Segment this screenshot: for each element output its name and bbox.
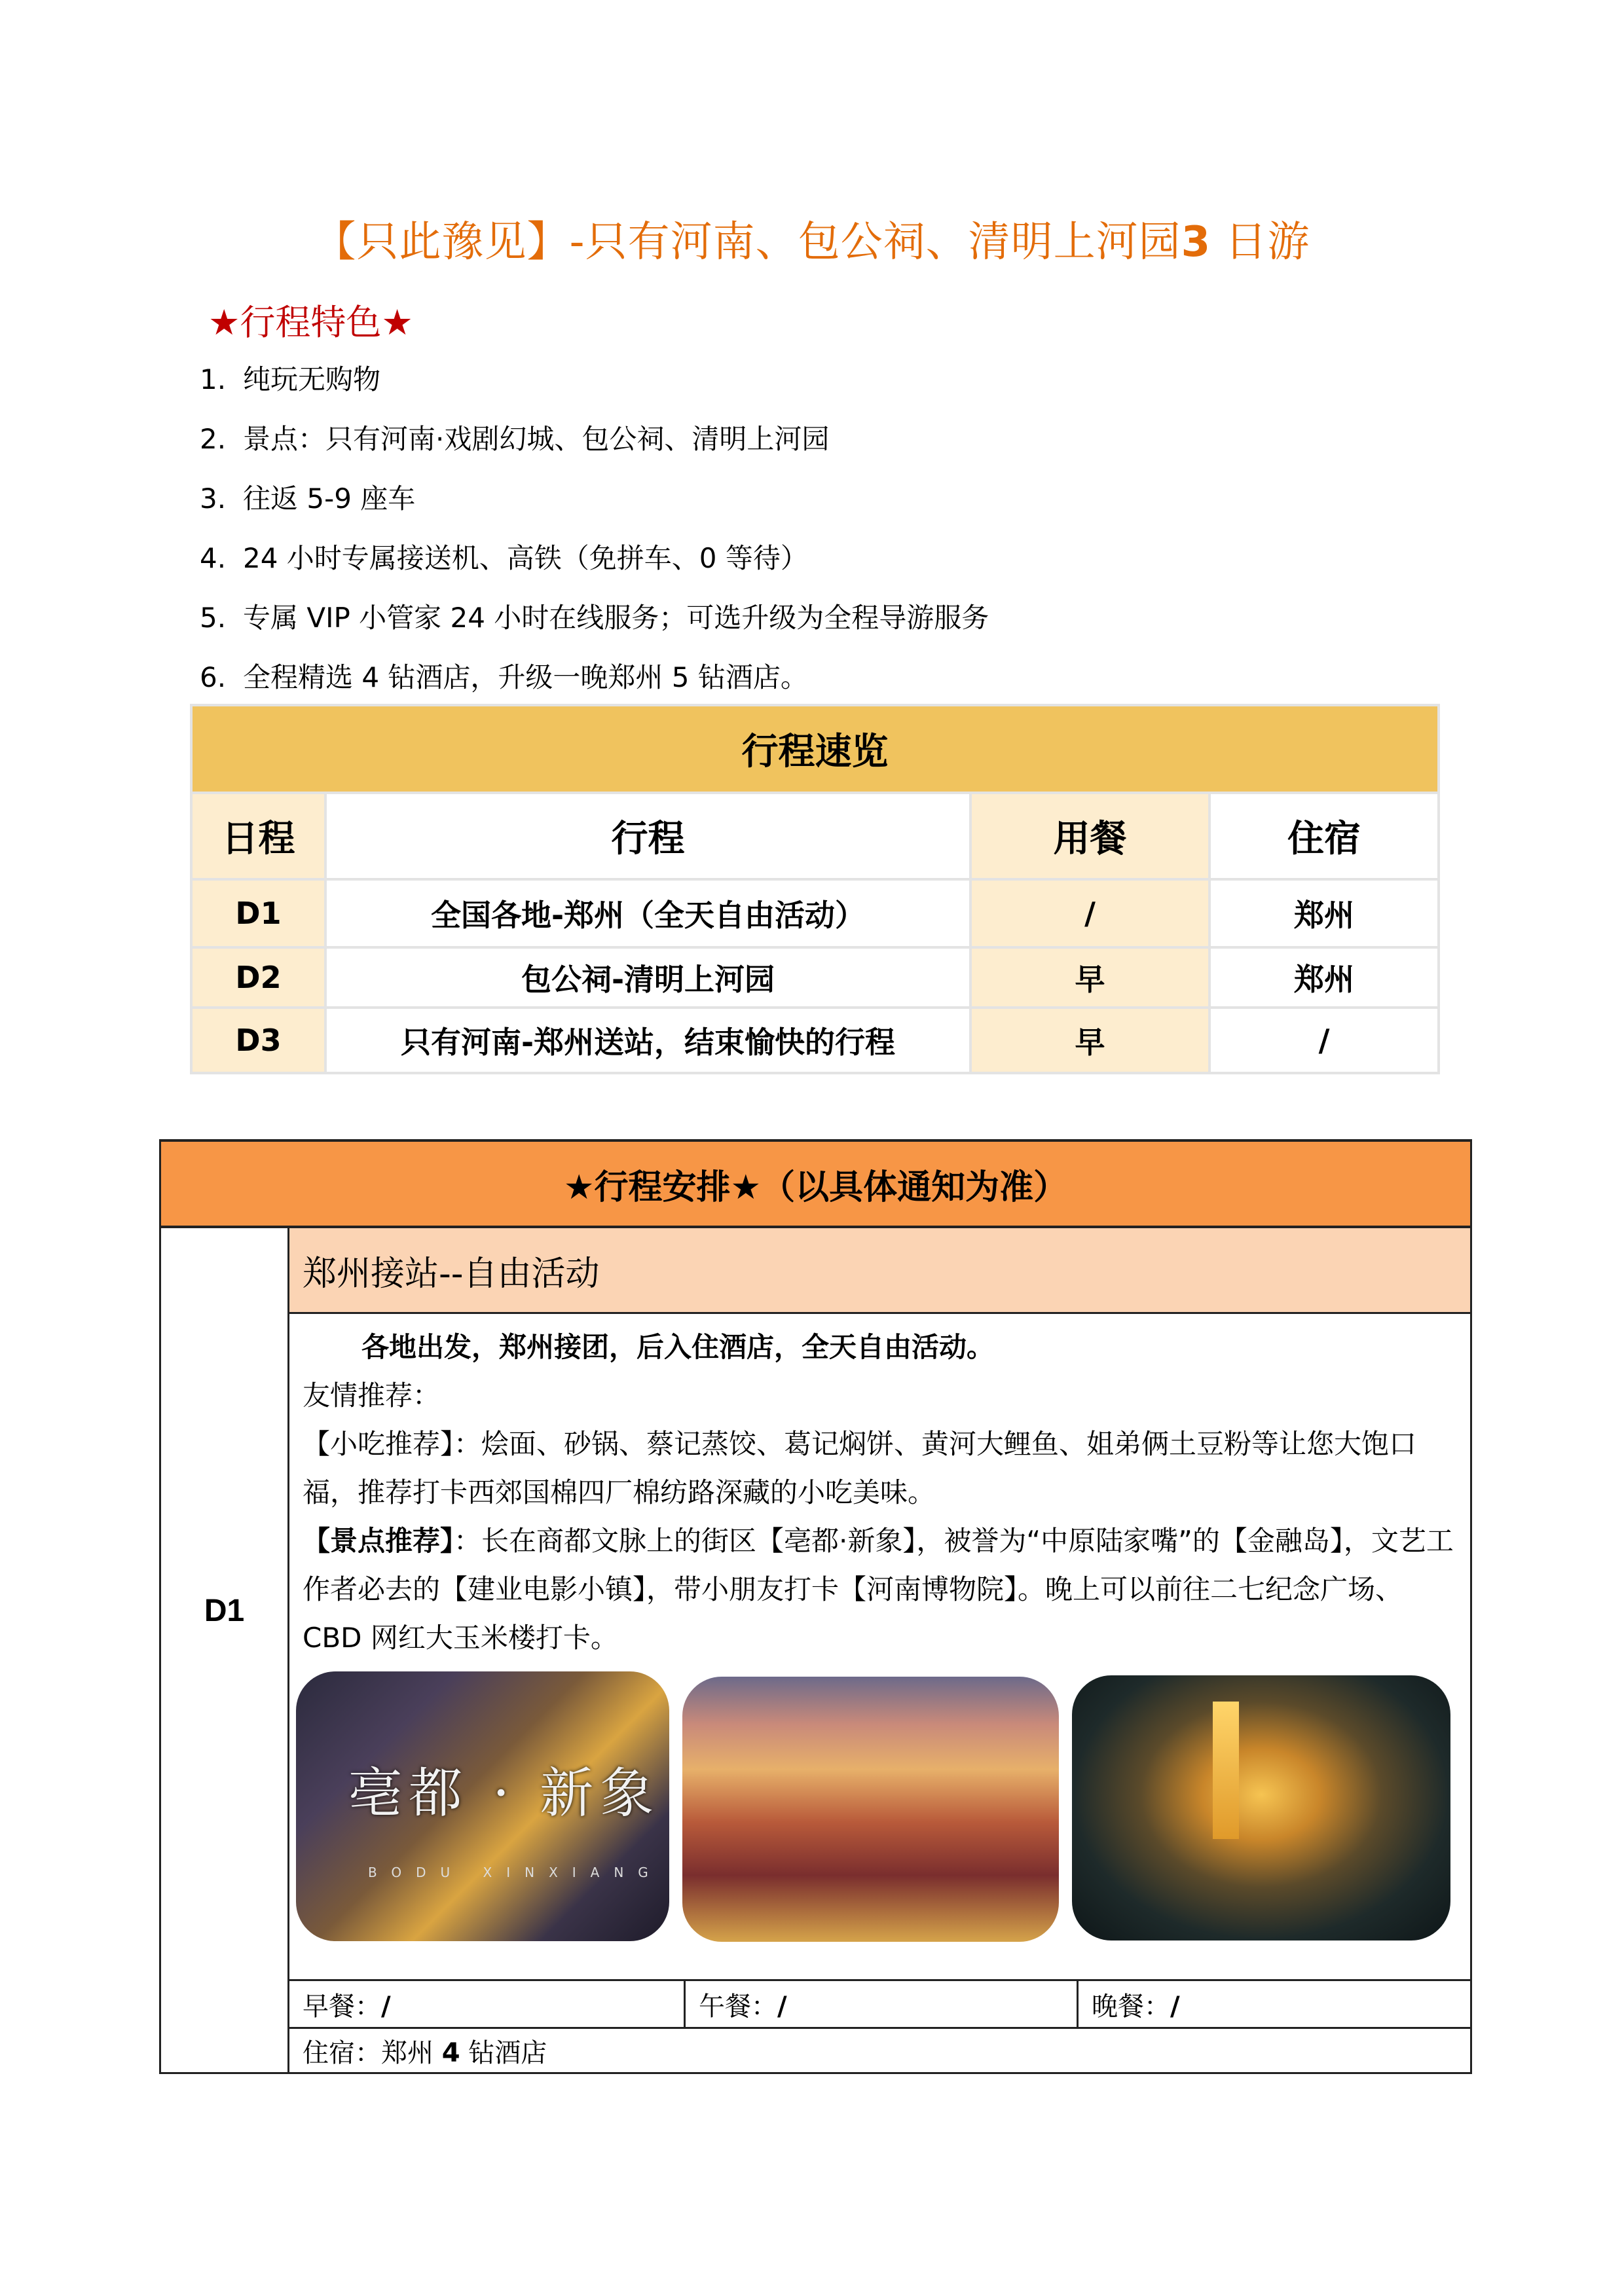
cell-route: 只有河南-郑州送站，结束愉快的行程 xyxy=(325,1008,970,1073)
features-list xyxy=(200,359,989,716)
cell-meal: 早 xyxy=(970,1008,1209,1073)
feature-item xyxy=(200,597,989,657)
feature-number: 3. xyxy=(200,483,227,515)
summary-table xyxy=(190,704,1440,1074)
cell-meal: / xyxy=(970,879,1209,947)
cell-day: D2 xyxy=(191,947,325,1008)
lodging-row xyxy=(160,2028,1471,2073)
sights-text: ：长在商都文脉上的街区【亳都·新象】，被誉为“中原陆家嘴”的【金融岛】，文艺工作者必去的【建业电影小镇】，带小朋友打卡【河南博物院】。晚上可以前往二七纪念广场、CBD 网红大玉米楼打卡。 xyxy=(303,1525,1454,1654)
food-text: ：烩面、砂锅、蔡记蒸饺、葛记焖饼、黄河大鲤鱼、姐弟俩土豆粉等让您大饱口福，推荐打卡西郊国棉四厂棉纺路深藏的小吃美味。 xyxy=(303,1428,1417,1508)
feature-item xyxy=(200,538,989,597)
itinerary-heading: ★行程安排★（以具体通知为准） xyxy=(160,1140,1471,1227)
food-recommendation xyxy=(303,1420,1458,1517)
feature-number: 6. xyxy=(200,661,227,693)
feature-number: 5. xyxy=(200,602,227,634)
cell-meal: 早 xyxy=(970,947,1209,1008)
day-subtitle: 郑州接站--自由活动 xyxy=(289,1227,1471,1313)
sights-recommendation xyxy=(303,1517,1458,1662)
feature-item xyxy=(200,359,989,418)
feature-text: 景点：只有河南·戏剧幻城、包公祠、清明上河园 xyxy=(243,423,830,455)
meals-row xyxy=(160,1980,1471,2028)
page-title xyxy=(0,208,1624,268)
cell-stay: 郑州 xyxy=(1209,879,1439,947)
breakfast-cell xyxy=(289,1980,685,2028)
feature-number: 4. xyxy=(200,542,227,574)
dinner-label: 晚餐： xyxy=(1092,1991,1170,2022)
tower-shape xyxy=(1213,1702,1239,1839)
lunch-label: 午餐： xyxy=(699,1991,777,2022)
title-main: 【只此豫见】-只有河南、包公祠、清明上河园 xyxy=(314,218,1181,266)
cell-day: D1 xyxy=(191,879,325,947)
lodging-city: 郑州 xyxy=(381,2037,434,2068)
photo-caption: 亳都 · 新象 xyxy=(348,1762,661,1825)
cell-day: D3 xyxy=(191,1008,325,1073)
lunch-cell xyxy=(685,1980,1078,2028)
lodging-cell xyxy=(289,2028,1471,2073)
day-lead: 各地出发，郑州接团，后入住酒店，全天自由活动。 xyxy=(361,1331,995,1363)
table-row xyxy=(191,947,1439,1008)
photo-subcaption: BODU XINXIANG xyxy=(368,1865,663,1880)
dinner-value: / xyxy=(1170,1991,1180,2022)
dinner-cell xyxy=(1078,1980,1471,2028)
cell-stay: / xyxy=(1209,1008,1439,1073)
photo-city-aerial xyxy=(1072,1675,1450,1941)
feature-text: 往返 5-9 座车 xyxy=(243,483,416,515)
photo-bodu-xinxiang xyxy=(296,1671,669,1941)
feature-text: 24 小时专属接送机、高铁（免拼车、0 等待） xyxy=(243,542,808,574)
breakfast-value: / xyxy=(381,1991,391,2022)
summary-heading: 行程速览 xyxy=(191,705,1439,793)
feature-item xyxy=(200,418,989,478)
features-heading: ★行程特色★ xyxy=(208,302,413,343)
cell-route: 全国各地-郑州（全天自由活动） xyxy=(325,879,970,947)
food-label: 【小吃推荐】 xyxy=(303,1428,454,1460)
column-header-meal: 用餐 xyxy=(970,793,1209,879)
day-label: D1 xyxy=(160,1227,289,2073)
day-content xyxy=(289,1313,1471,1980)
title-suffix: 日游 xyxy=(1225,218,1310,266)
feature-text: 纯玩无购物 xyxy=(243,363,381,395)
lodging-type: 钻酒店 xyxy=(468,2037,547,2068)
lodging-rating: 4 xyxy=(441,2037,460,2068)
table-row xyxy=(191,879,1439,947)
sights-label: 【景点推荐】 xyxy=(303,1525,454,1557)
feature-number: 2. xyxy=(200,423,227,455)
column-header-route: 行程 xyxy=(325,793,970,879)
lunch-value: / xyxy=(777,1991,787,2022)
lodging-label: 住宿： xyxy=(303,2037,381,2068)
feature-text: 全程精选 4 钻酒店，升级一晚郑州 5 钻酒店。 xyxy=(243,661,808,693)
photo-strip xyxy=(296,1671,1458,1979)
feature-item xyxy=(200,478,989,538)
title-days-number: 3 xyxy=(1181,218,1211,266)
feature-number: 1. xyxy=(200,363,227,395)
feature-text: 专属 VIP 小管家 24 小时在线服务；可选升级为全程导游服务 xyxy=(243,602,989,634)
cell-stay: 郑州 xyxy=(1209,947,1439,1008)
column-header-stay: 住宿 xyxy=(1209,793,1439,879)
table-row xyxy=(191,1008,1439,1073)
recommend-label: 友情推荐： xyxy=(303,1379,441,1412)
column-header-day: 日程 xyxy=(191,793,325,879)
photo-street-night xyxy=(682,1677,1059,1942)
cell-route: 包公祠-清明上河园 xyxy=(325,947,970,1008)
breakfast-label: 早餐： xyxy=(303,1991,381,2022)
itinerary-table xyxy=(159,1139,1472,2074)
